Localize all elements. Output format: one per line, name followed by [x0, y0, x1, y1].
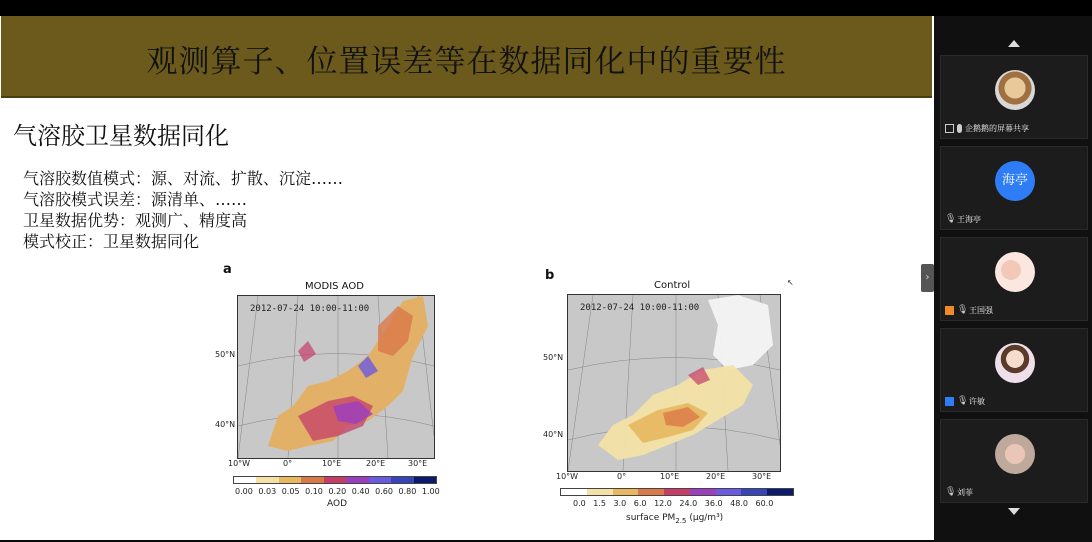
- figure-b-colorbar-ticks: [573, 499, 773, 508]
- participant-tile[interactable]: [940, 146, 1088, 230]
- mic-muted-icon: 🎙: [957, 305, 969, 315]
- participant-nameline: [945, 214, 981, 225]
- colorbar-tick: 0.80: [398, 487, 422, 496]
- figure-a-lat-tick: 50°N: [215, 350, 236, 359]
- figure-b-lon-tick: 10°W: [556, 472, 579, 481]
- figure-a-colorbar: [233, 476, 437, 484]
- figure-b-lat-tick: 40°N: [543, 430, 564, 439]
- colorbar-tick: 12.0: [654, 499, 680, 508]
- colorbar-tick: 6.0: [633, 499, 655, 508]
- figure-b-title: Control: [654, 280, 691, 291]
- figure-a-label: a: [223, 262, 232, 277]
- colorbar-segment: [369, 477, 391, 483]
- figure-a-colorbar-ticks: [235, 487, 440, 496]
- mic-muted-icon: 🎙: [957, 396, 969, 406]
- colorbar-segment: [767, 489, 793, 495]
- colorbar-label-prefix: surface PM: [626, 513, 676, 523]
- bullet-item: 气溶胶模式误差：源清单、……: [23, 190, 248, 209]
- cartoon-girl-avatar-icon: [995, 343, 1035, 383]
- participant-name: 王海亭: [957, 215, 981, 224]
- colorbar-segment: [587, 489, 613, 495]
- figure-b-lon-tick: 0°: [617, 472, 627, 481]
- colorbar-segment: [346, 477, 368, 483]
- colorbar-segment: [279, 477, 301, 483]
- slide-title: 观测算子、位置误差等在数据同化中的重要性: [146, 44, 787, 80]
- shared-slide: [0, 16, 934, 540]
- colorbar-tick: 0.03: [258, 487, 282, 496]
- mouse-cursor-icon: ↖: [787, 278, 794, 287]
- colorbar-segment: [301, 477, 323, 483]
- figure-b-timestamp: 2012-07-24 10:00-11:00: [580, 303, 700, 313]
- figure-b-colorbar: [560, 488, 794, 496]
- figure-b-lat-tick: 50°N: [543, 353, 564, 362]
- colorbar-tick: 1.5: [593, 499, 614, 508]
- cartoon-face-avatar-icon: [995, 434, 1035, 474]
- figure-b-colorbar-label: [626, 513, 723, 525]
- participant-tile[interactable]: [940, 419, 1088, 503]
- bullet-list: [23, 168, 343, 252]
- participant-name: 王国强: [969, 306, 993, 315]
- colorbar-tick: 48.0: [730, 499, 756, 508]
- figure-a-map: [237, 295, 435, 459]
- figure-a-timestamp: 2012-07-24 10:00-11:00: [250, 304, 370, 314]
- colorbar-segment: [391, 477, 413, 483]
- scroll-down-icon[interactable]: [1008, 508, 1020, 515]
- colorbar-segment: [234, 477, 256, 483]
- user-badge-icon: [945, 397, 954, 406]
- colorbar-segment: [613, 489, 639, 495]
- mic-icon: [957, 124, 962, 133]
- figure-a-map-graphic: [238, 296, 434, 458]
- colorbar-segment: [716, 489, 742, 495]
- colorbar-segment: [690, 489, 716, 495]
- mic-muted-icon: 🎙: [945, 214, 957, 224]
- bullet-item: 气溶胶数值模式：源、对流、扩散、沉淀……: [23, 169, 344, 188]
- figure-b-map-graphic: [568, 295, 780, 471]
- figure-a-lat-tick: 40°N: [215, 420, 236, 429]
- figure-b-lon-tick: 30°E: [752, 472, 772, 481]
- participant-name: 刘菲: [957, 488, 973, 497]
- colorbar-label-suffix: (μg/m³): [686, 513, 724, 523]
- window-top-bar: [0, 0, 1092, 16]
- colorbar-segment: [324, 477, 346, 483]
- scroll-up-icon[interactable]: [1008, 40, 1020, 47]
- colorbar-tick: 24.0: [679, 499, 705, 508]
- figure-a-lon-tick: 30°E: [408, 459, 428, 468]
- host-badge-icon: [945, 306, 954, 315]
- figure-b-label: b: [545, 268, 555, 283]
- participant-nameline: [945, 123, 1029, 134]
- colorbar-segment: [638, 489, 664, 495]
- colorbar-label-sub: 2.5: [675, 516, 687, 525]
- bullet-item: 卫星数据优势：观测广、精度高: [23, 211, 248, 230]
- participant-name: 企鹅鹅的屏幕共享: [965, 124, 1029, 133]
- family-photo-avatar-icon: [995, 252, 1035, 292]
- participant-tile[interactable]: [940, 55, 1088, 139]
- colorbar-tick: 36.0: [704, 499, 731, 508]
- sidebar-collapse-button[interactable]: ›: [921, 264, 934, 292]
- participant-nameline: [945, 396, 985, 407]
- slide-subtitle: 气溶胶卫星数据同化: [13, 122, 229, 150]
- participant-tile[interactable]: [940, 328, 1088, 412]
- figure-a-lon-tick: 10°W: [228, 459, 251, 468]
- screen-share-icon: [945, 124, 954, 133]
- colorbar-segment: [741, 489, 767, 495]
- figure-a-lon-tick: 0°: [283, 459, 293, 468]
- shiba-dog-avatar-icon: [995, 70, 1035, 110]
- colorbar-tick: 0.60: [375, 487, 399, 496]
- colorbar-segment: [664, 489, 690, 495]
- mic-muted-icon: 🎙: [945, 487, 957, 497]
- colorbar-segment: [256, 477, 278, 483]
- figure-b-map: [567, 294, 781, 472]
- participant-nameline: [945, 305, 993, 316]
- figure-a-lon-tick: 10°E: [322, 459, 342, 468]
- participant-name: 许敏: [969, 397, 985, 406]
- participant-tile[interactable]: [940, 237, 1088, 321]
- participant-sidebar: [934, 16, 1092, 542]
- figure-a-colorbar-label: AOD: [327, 499, 348, 509]
- slide-title-band: [1, 16, 932, 98]
- colorbar-segment: [561, 489, 587, 495]
- colorbar-segment: [414, 477, 436, 483]
- figure-a-lon-tick: 20°E: [366, 459, 386, 468]
- figure-b-lon-tick: 20°E: [706, 472, 726, 481]
- colorbar-tick: 3.0: [613, 499, 634, 508]
- participant-nameline: [945, 487, 973, 498]
- colorbar-tick: 0.00: [235, 487, 259, 496]
- figure-a-title: MODIS AOD: [305, 281, 364, 292]
- colorbar-tick: 0.05: [281, 487, 306, 496]
- figure-b-lon-tick: 10°E: [660, 472, 680, 481]
- colorbar-tick: 1.00: [421, 487, 440, 496]
- colorbar-tick: 0.0: [573, 499, 594, 508]
- text-avatar: 海亭: [995, 161, 1035, 201]
- colorbar-tick: 0.20: [328, 487, 352, 496]
- colorbar-tick: 0.40: [351, 487, 376, 496]
- colorbar-tick: 60.0: [755, 499, 774, 508]
- colorbar-tick: 0.10: [305, 487, 329, 496]
- bullet-item: 模式校正：卫星数据同化: [23, 232, 200, 251]
